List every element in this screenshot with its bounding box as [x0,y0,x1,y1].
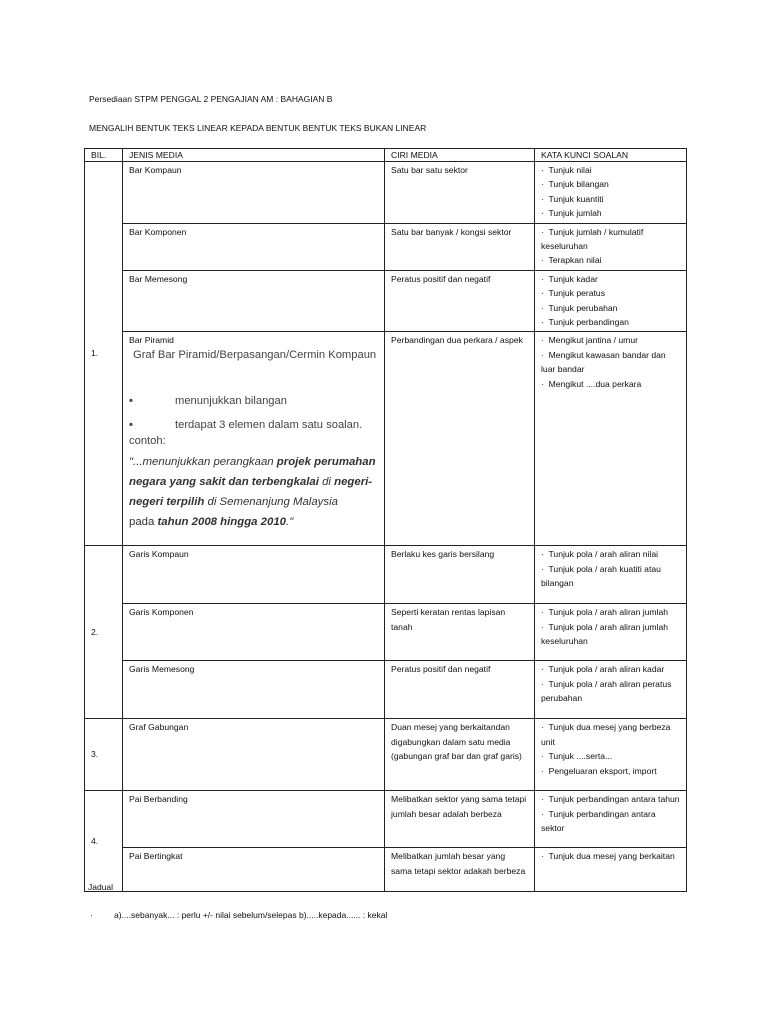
piramid-title: Graf Bar Piramid/Berpasangan/Cermin Kompaun [133,348,377,361]
bullet-icon: • [129,418,133,431]
jenis-label: Bar Piramid [129,335,174,346]
contoh-label: contoh: [129,434,166,447]
kata-cell: · Tunjuk pola / arah aliran jumlah · Tunjuk pola / arah aliran jumlah keseluruhan [535,604,687,661]
ciri-cell: Satu bar satu sektor [385,162,535,224]
ciri-cell: Duan mesej yang berkaitandan digabungkan dalam satu media (gabungan graf bar dan graf garis) [385,719,535,791]
table-row [85,162,687,224]
bullet-item: • menunjukkan bilangan [129,394,287,407]
bullet-icon: • [129,394,133,407]
kata-cell: · Tunjuk jumlah / kumulatif keseluruhan · Terapkan nilai [535,223,687,270]
header-ciri-media: CIRI MEDIA [385,149,535,162]
header-jenis-media: JENIS MEDIA [123,149,385,162]
doc-subtitle: MENGALIH BENTUK TEKS LINEAR KEPADA BENTUK BENTUK TEKS BUKAN LINEAR [89,123,427,133]
jenis-cell: Garis Komponen [123,604,385,661]
table-header-row [85,149,687,162]
ciri-cell: Satu bar banyak / kongsi sektor [385,223,535,270]
table-row [85,604,687,661]
table-row [85,270,687,332]
header-kata-kunci: KATA KUNCI SOALAN [535,149,687,162]
bil-cell: 3. [85,719,123,791]
table-row [85,332,687,546]
table-row [85,848,687,892]
jenis-cell: Garis Memesong [123,661,385,719]
table-row [85,546,687,604]
example-quote: "...menunjukkan perangkaan projek perumahan negara yang sakit dan terbengkalai di negeri-negeri terpilih di Semenanjung Malaysia pada tahun 2008 hingga 2010." [129,455,376,528]
jenis-cell: Graf Gabungan [123,719,385,791]
ciri-cell: Melibatkan sektor yang sama tetapi jumlah besar adalah berbeza [385,791,535,848]
bullet-item: • terdapat 3 elemen dalam satu soalan. [129,418,363,431]
table-row [85,719,687,791]
jenis-cell: Pai Berbanding [123,791,385,848]
kata-cell: · Tunjuk dua mesej yang berbeza unit · Tunjuk ....serta... · Pengeluaran eksport, import [535,719,687,791]
kata-cell: · Tunjuk dua mesej yang berkaitan [535,848,687,892]
bil-cell: 1. [85,162,123,546]
jenis-cell [123,332,385,546]
jenis-cell: Bar Kompaun [123,162,385,224]
media-table [84,148,687,892]
jenis-cell: Bar Komponen [123,223,385,270]
jenis-cell: Bar Memesong [123,270,385,332]
kata-cell: · Tunjuk kadar · Tunjuk peratus · Tunjuk perubahan · Tunjuk perbandingan [535,270,687,332]
note-bullet: · [90,910,93,920]
ciri-cell: Melibatkan jumlah besar yang sama tetapi sektor adakah berbeza [385,848,535,892]
ciri-cell: Peratus positif dan negatif [385,661,535,719]
table-row [85,791,687,848]
header-bil: BIL. [85,149,123,162]
kata-cell: · Tunjuk nilai · Tunjuk bilangan · Tunjuk kuantiti · Tunjuk jumlah [535,162,687,224]
kata-cell: · Mengikut jantina / umur · Mengikut kawasan bandar dan luar bandar · Mengikut ....dua perkara [535,332,687,546]
bil-cell: 4. [85,791,123,892]
table-row [85,661,687,719]
jadual-label: Jadual [88,882,114,892]
ciri-cell: Perbandingan dua perkara / aspek [385,332,535,546]
doc-title: Persediaan STPM PENGGAL 2 PENGAJIAN AM : BAHAGIAN B [89,94,333,104]
table-row [85,223,687,270]
bil-cell: 2. [85,546,123,719]
jenis-cell: Pai Bertingkat [123,848,385,892]
ciri-cell: Seperti keratan rentas lapisan tanah [385,604,535,661]
ciri-cell: Berlaku kes garis bersilang [385,546,535,604]
jenis-cell: Garis Kompaun [123,546,385,604]
ciri-cell: Peratus positif dan negatif [385,270,535,332]
kata-cell: · Tunjuk pola / arah aliran kadar · Tunjuk pola / arah aliran peratus perubahan [535,661,687,719]
kata-cell: · Tunjuk perbandingan antara tahun · Tunjuk perbandingan antara sektor [535,791,687,848]
kata-cell: · Tunjuk pola / arah aliran nilai · Tunjuk pola / arah kuatiti atau bilangan [535,546,687,604]
footer-note: a)....sebanyak... : perlu +/- nilai sebelum/selepas b).....kepada...... : kekal [114,910,388,920]
